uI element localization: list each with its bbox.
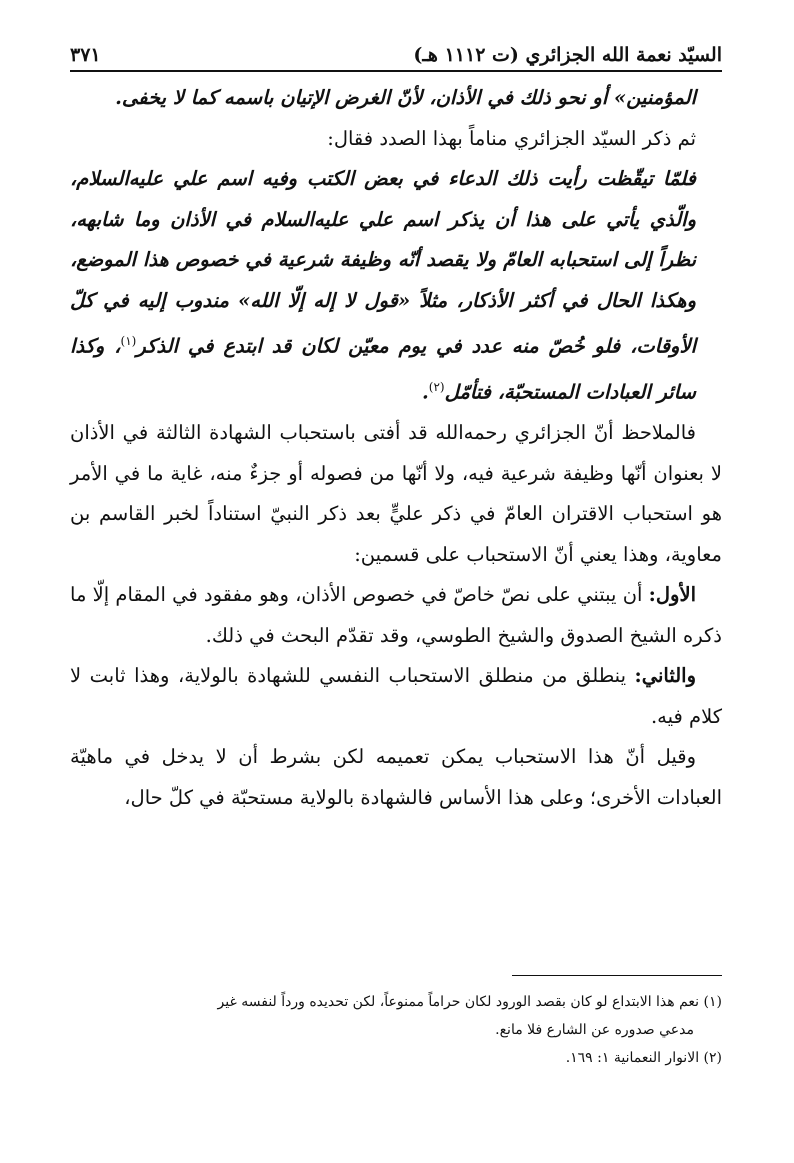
- footnote-2: (٢) الانوار النعمانية ١: ١٦٩.: [565, 1050, 722, 1066]
- footnote-mark-2: (٢): [428, 380, 445, 394]
- paragraph-second-category: [70, 656, 722, 737]
- running-head: السيّد نعمة الله الجزائري (ت ١١١٢ هـ): [413, 44, 722, 66]
- dream-quote: [70, 159, 722, 413]
- first-text: أن يبتني على نصّ خاصّ في خصوص الأذان، وهو مفقود في المقام إلّا ما ذكره الشيخ الصدوق والشيخ الطوسي، وقد تقدّم البحث في ذلك.: [70, 583, 722, 647]
- page-header: [70, 32, 722, 72]
- paragraph-observation: فالملاحظ أنّ الجزائري رحمه‌الله قد أفتى باستحباب الشهادة الثالثة في الأذان لا بعنوان أنّها وظيفة شرعية فيه، ولا أنّها من فصوله أو جزءٌ منه، غاية ما في الأمر هو استحباب الاقتران العامّ في ذكر عليٍّ بعد ذكر النبيّ استناداً لخبر القاسم بن معاوية، وهذا يعني أنّ الاستحباب على قسمين:: [70, 421, 722, 566]
- footnote-1-line-1: (١) نعم هذا الابتداع لو كان بقصد الورود لكان حراماً ممنوعاً، لكن تحديده ورداً لنفسه غير: [217, 994, 722, 1010]
- quote-continuation: المؤمنين» أو نحو ذلك في الأذان، لأنّ الغرض الإتيان باسمه كما لا يخفى.: [115, 86, 696, 109]
- footnotes: [70, 988, 722, 1072]
- second-label: والثاني:: [634, 664, 696, 687]
- second-text: ينطلق من منطلق الاستحباب النفسي للشهادة بالولاية، وهذا ثابت لا كلام فيه.: [70, 664, 722, 728]
- quote-text-part2: ، وكذا سائر العبادات المستحبّة، فتأمّل: [70, 334, 696, 404]
- footnote-divider: [512, 975, 722, 976]
- footnote-mark-1: (١): [120, 334, 137, 348]
- main-text: [70, 78, 722, 818]
- paragraph-first-category: [70, 575, 722, 656]
- paragraph-last: وقيل أنّ هذا الاستحباب يمكن تعميمه لكن بشرط أن لا يدخل في ماهيّة العبادات الأخرى؛ وعلى هذا الأساس فالشهادة بالولاية مستحبّة في كلّ حال،: [70, 745, 722, 809]
- quote-text-part1: فلمّا تيقّظت رأيت ذلك الدعاء في بعض الكتب وفيه اسم علي عليه‌السلام، والّذي يأتي على هذا أن يذكر اسم علي عليه‌السلام في الأذان وما شابهه، نظراً إلى استحبابه العامّ ولا يقصد أنّه وظيفة شرعية في خصوص هذا الموضع، وهكذا الحال في أكثر الأذكار، مثلاً «قول لا إله إلّا الله» مندوب إليه في كلّ الأوقات، فلو خُصّ منه عدد في يوم معيّن لكان قد ابتدع في الذكر: [70, 167, 696, 358]
- first-label: الأول:: [648, 583, 696, 606]
- book-page: [70, 20, 722, 1140]
- intro-line: ثم ذكر السيّد الجزائري مناماً بهذا الصدد فقال:: [327, 126, 696, 150]
- page-number: ٣٧١: [70, 44, 101, 66]
- quote-end: .: [421, 380, 429, 404]
- footnote-1-line-2: مدعي صدوره عن الشارع فلا مانع.: [495, 1022, 694, 1038]
